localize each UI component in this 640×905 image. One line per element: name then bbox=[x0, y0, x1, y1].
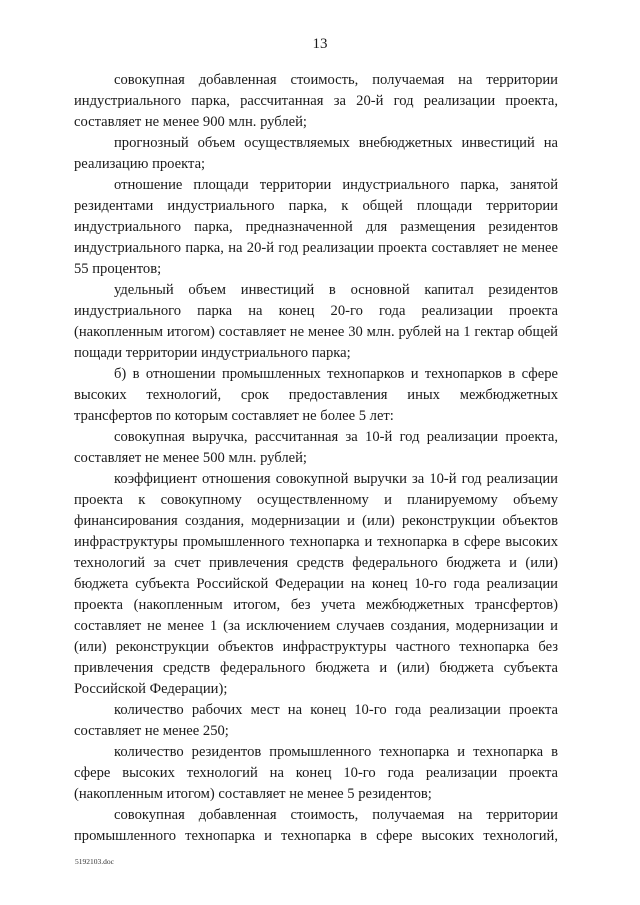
footer-file-name: 5192103.doc bbox=[75, 857, 114, 866]
paragraph-added-value-technopark: совокупная добавленная стоимость, получаемая на территории промышленного технопарка и технопарка в сфере высоких технологий, bbox=[74, 807, 558, 844]
paragraph-added-value-industrial-park: совокупная добавленная стоимость, получаемая на территории индустриального парка, рассчитанная за 20-й год реализации проекта, составляет не менее 900 млн. рублей; bbox=[74, 72, 558, 130]
paragraph-specific-investment-volume: удельный объем инвестиций в основной капитал резидентов индустриального парка на конец 20-го года реализации проекта (накопленным итогом) составляет не менее 30 млн. рублей на 1 гектар общей пощади территории индустриального парка; bbox=[74, 282, 558, 361]
paragraph-jobs-count: количество рабочих мест на конец 10-го года реализации проекта составляет не менее 250; bbox=[74, 702, 558, 739]
paragraph-total-revenue: совокупная выручка, рассчитанная за 10-й год реализации проекта, составляет не менее 500 млн. рублей; bbox=[74, 429, 558, 466]
paragraph-technoparks-subsection: б) в отношении промышленных технопарков и технопарков в сфере высоких технологий, срок предоставления иных межбюджетных трансфертов по которым составляет не более 5 лет: bbox=[74, 366, 558, 424]
document-body bbox=[74, 70, 558, 847]
paragraph-extra-budget-investments: прогнозный объем осуществляемых внебюджетных инвестиций на реализацию проекта; bbox=[74, 135, 558, 172]
paragraph-revenue-coefficient: коэффициент отношения совокупной выручки за 10-й год реализации проекта к совокупному осуществленному и планируемому объему финансирования создания, модернизации и (или) реконструкции объектов инфраструктуры промышленного технопарка и технопарка в сфере высоких технологий за счет привлечения средств федерального бюджета и (или) бюджета субъекта Российской Федерации на конец 10-го года реализации проекта (накопленным итогом, без учета межбюджетных трансфертов) составляет не менее 1 (за исключением случаев создания, модернизации и (или) реконструкции объектов инфраструктуры частного технопарка без привлечения средств федерального бюджета и (или) бюджета субъекта Российской Федерации); bbox=[74, 471, 558, 697]
page-number: 13 bbox=[312, 36, 328, 52]
paragraph-residents-count: количество резидентов промышленного технопарка и технопарка в сфере высоких технологий на конец 10-го года реализации проекта (накопленным итогом) составляет не менее 5 резидентов; bbox=[74, 744, 558, 802]
paragraph-territory-occupancy-ratio: отношение площади территории индустриального парка, занятой резидентами индустриального парка, к общей площади территории индустриального парка, предназначенной для размещения резидентов индустриального парка, на 20-й год реализации проекта составляет не менее 55 процентов; bbox=[74, 177, 558, 277]
